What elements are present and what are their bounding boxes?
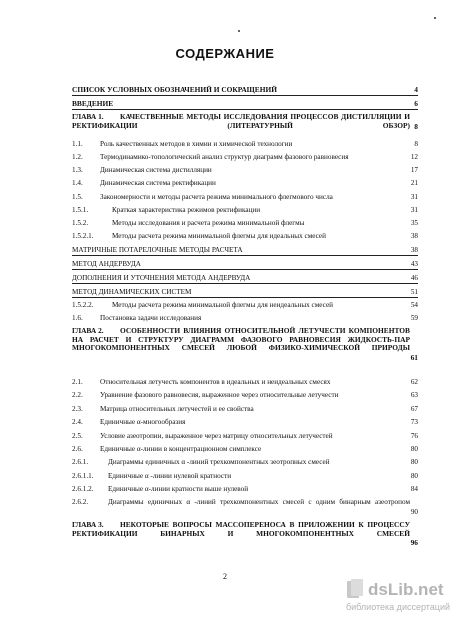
toc-entry (72, 485, 418, 494)
toc-entry-number: 2.3. (72, 405, 83, 413)
toc-entry-page: 38 (410, 246, 418, 254)
toc-entry-title: Единичные α -линии нулевой кратности (108, 472, 232, 480)
toc-entry (72, 418, 418, 427)
toc-entry-page: 31 (410, 206, 418, 214)
toc-entry-page: 38 (410, 232, 418, 240)
toc-entry-number: 2.6.1. (72, 458, 89, 466)
watermark (346, 578, 450, 618)
book-logo-icon (346, 578, 364, 600)
toc-entry-title: Диаграммы единичных α -линий трехкомпонентных смесей с одним бинарным азеотропом (108, 498, 410, 506)
toc-entry-title: КАЧЕСТВЕННЫЕ МЕТОДЫ ИССЛЕДОВАНИЯ ПРОЦЕССОВ ДИСТИЛЛЯЦИИ И РЕКТИФИКАЦИИ (ЛИТЕРАТУРНЫЙ ОБЗОР) (72, 112, 410, 130)
toc-entry-page: 62 (410, 378, 418, 386)
toc-entry (72, 260, 418, 270)
toc-entry-page: 43 (410, 260, 418, 268)
toc-entry-page: 59 (410, 314, 418, 322)
toc-entry-page: 46 (410, 274, 418, 282)
watermark-caption: библиотека диссертаций (346, 602, 450, 612)
toc-entry-number: 2.6.1.1. (72, 472, 94, 480)
toc-entry-page: 61 (410, 352, 418, 362)
toc-entry-page: 67 (410, 405, 418, 413)
toc-entry-title: Уравнение фазового равновесия, выраженное через относительные летучести (100, 391, 339, 399)
toc-entry-number: 1.2. (72, 153, 83, 161)
toc-entry-page: 35 (410, 219, 418, 227)
toc-entry (72, 153, 418, 162)
toc-entry-title: Единичные α-линии в концентрационном симплексе (100, 445, 262, 453)
toc-entry (72, 219, 418, 228)
toc-entry (72, 445, 418, 454)
toc-entry-title: Относительная летучесть компонентов в идеальных и неидеальных смесях (100, 378, 331, 386)
toc-entry (72, 378, 418, 387)
toc-entry-number: 2.2. (72, 391, 83, 399)
toc-entry-page: 96 (410, 538, 418, 548)
toc-entry-number: 1.5. (72, 193, 83, 201)
toc-entry-page: 90 (410, 507, 418, 516)
toc-entry-page: 51 (410, 288, 418, 296)
toc-entry-title: Методы расчета режима минимальной флегмы для идеальных смесей (112, 232, 326, 240)
toc-entry-title: Динамическая система дистилляции (100, 166, 212, 174)
toc-entry-title: Методы исследования и расчета режима минимальной флегмы (112, 219, 305, 227)
toc-entry (72, 179, 418, 188)
watermark-site: dsLib.net (368, 580, 444, 599)
toc-entry-number: 1.6. (72, 314, 83, 322)
toc-entry (72, 274, 418, 284)
toc-entry-page: 6 (414, 99, 418, 108)
toc-entry-number: 1.5.2.2. (72, 301, 94, 309)
toc-entry-number: 2.4. (72, 418, 83, 426)
toc-entry-number: 1.3. (72, 166, 83, 174)
toc-entry-title: Термодинамико-топологический анализ структур диаграмм фазового равновесия (100, 153, 349, 161)
toc-entry-title: Матрица относительных летучестей и ее свойства (100, 405, 254, 413)
toc-entry-number: 1.5.2. (72, 219, 89, 227)
toc-entry-number: ГЛАВА 3. (72, 520, 104, 529)
toc-entry (72, 458, 418, 467)
toc-entry (72, 301, 418, 310)
toc-entry-title: Условие азеотропии, выраженное через матрицу относительных летучестей (100, 432, 333, 440)
toc-entry (72, 193, 418, 202)
scan-speck (434, 17, 436, 19)
toc-entry-number: 1.1. (72, 140, 83, 148)
toc-entry-number: 2.1. (72, 378, 83, 386)
toc-entry-page: 80 (410, 472, 418, 480)
toc-entry (72, 521, 418, 550)
toc-entry-title: СПИСОК УСЛОВНЫХ ОБОЗНАЧЕНИЙ И СОКРАЩЕНИЙ (72, 85, 277, 94)
toc-entry-page: 73 (410, 418, 418, 426)
toc-entry (72, 100, 418, 110)
toc-entry-page: 31 (410, 193, 418, 201)
toc-entry-number: 2.6.1.2. (72, 485, 94, 493)
toc-entry (72, 391, 418, 400)
toc-entry-title: МЕТОД АНДЕРВУДА (72, 260, 141, 268)
toc-entry-number: 1.5.2.1. (72, 232, 94, 240)
toc-entry-number: 2.5. (72, 432, 83, 440)
toc-entry (72, 86, 418, 96)
toc-entry-title: ВВЕДЕНИЕ (72, 99, 114, 108)
toc-entry (72, 432, 418, 441)
toc-entry-title: Диаграммы единичных α -линий трехкомпонентных зеотропных смесей (108, 458, 330, 466)
toc-entry-title: НЕКОТОРЫЕ ВОПРОСЫ МАССОПЕРЕНОСА В ПРИЛОЖЕНИИ К ПРОЦЕССУ РЕКТИФИКАЦИИ БИНАРНЫХ И МНОГОКОМПОНЕНТНЫХ СМЕСЕЙ (72, 520, 410, 538)
toc-entry-page: 12 (410, 153, 418, 161)
page-number: 2 (223, 572, 227, 581)
toc-entry-title: Роль качественных методов в химии и химической технологии (100, 140, 293, 148)
toc-entry (72, 166, 418, 175)
toc-entry-title: Краткая характеристика режимов ректификации (112, 206, 261, 214)
toc-entry (72, 206, 418, 215)
toc-entry-page: 63 (410, 391, 418, 399)
toc-entry (72, 472, 418, 481)
toc-entry-page: 84 (410, 485, 418, 493)
toc-entry (72, 327, 418, 365)
toc-entry-page: 54 (410, 301, 418, 309)
toc-entry-number: 1.5.1. (72, 206, 89, 214)
toc-entry (72, 498, 418, 517)
toc-entry-number: 2.6. (72, 445, 83, 453)
toc-entry-title: МЕТОД ДИНАМИЧЕСКИХ СИСТЕМ (72, 288, 192, 296)
toc-entry-page: 4 (414, 85, 418, 94)
toc-entry-number: 1.4. (72, 179, 83, 187)
toc-entry-title: ОСОБЕННОСТИ ВЛИЯНИЯ ОТНОСИТЕЛЬНОЙ ЛЕТУЧЕСТИ КОМПОНЕНТОВ НА РАСЧЕТ И СТРУКТУРУ ДИАГРАММ ФАЗОВОГО РАВНОВЕСИЯ ЖИДКОСТЬ-ПАР МНОГОКОМПОНЕНТНЫХ СМЕСЕЙ ЛЮБОЙ ФИЗИКО-ХИМИЧЕСКОЙ ПРИРОДЫ (72, 326, 410, 353)
toc-entry-title: Единичные α-многообразия (100, 418, 186, 426)
page-title: СОДЕРЖАНИЕ (175, 46, 275, 61)
toc-entry-page: 17 (410, 166, 418, 174)
toc-entry-number: ГЛАВА 1. (72, 112, 104, 121)
toc-entry-number: 2.6.2. (72, 498, 89, 506)
toc-entry (72, 113, 418, 132)
toc-entry-title: Закономерности и методы расчета режима минимального флегмового числа (100, 193, 333, 201)
toc-entry-page: 80 (410, 458, 418, 466)
toc-entry (72, 288, 418, 298)
toc-entry-title: Единичные α-линии кратности выше нулевой (108, 485, 249, 493)
toc-entry-number: ГЛАВА 2. (72, 326, 104, 335)
toc-entry-page: 80 (410, 445, 418, 453)
toc-entry-title: Постановка задачи исследования (100, 314, 202, 322)
toc-entry-title: Динамическая система ректификации (100, 179, 216, 187)
toc-entry-page: 21 (410, 179, 418, 187)
toc-entry-page: 76 (410, 432, 418, 440)
toc-entry-title: Методы расчета режима минимальной флегмы для неидеальных смесей (112, 301, 333, 309)
scan-speck (238, 30, 240, 32)
toc-entry (72, 246, 418, 256)
toc-entry (72, 232, 418, 241)
toc-entry-page: 8 (414, 140, 418, 148)
toc-entry-title: МАТРИЧНЫЕ ПОТАРЕЛОЧНЫЕ МЕТОДЫ РАСЧЕТА (72, 246, 243, 254)
toc-entry (72, 314, 418, 323)
toc-entry (72, 405, 418, 414)
toc-entry-title: ДОПОЛНЕНИЯ И УТОЧНЕНИЯ МЕТОДА АНДЕРВУДА (72, 274, 251, 282)
toc-entry (72, 140, 418, 149)
toc-entry-page: 8 (414, 121, 418, 131)
